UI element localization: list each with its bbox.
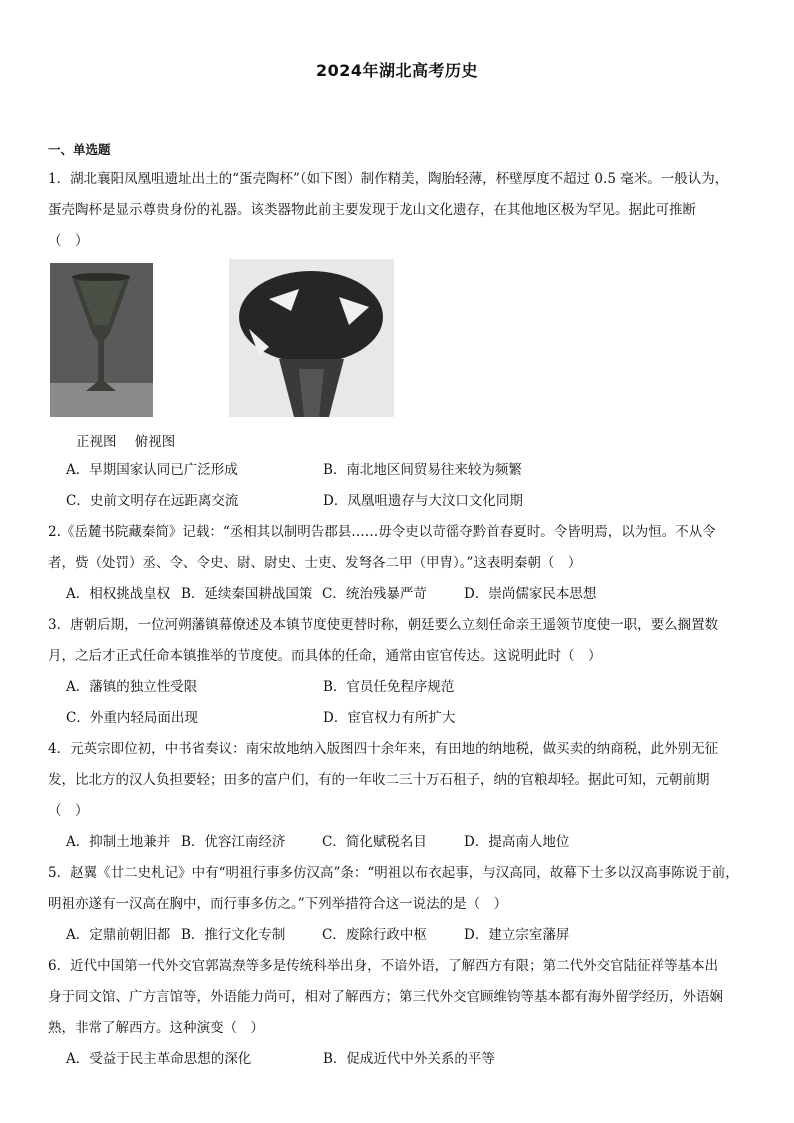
- question-6-line-1: 6．近代中国第一代外交官郭嵩焘等多是传统科举出身，不谙外语，了解西方有限；第二代外交官陆征祥等基本出: [48, 958, 719, 974]
- question-1-option-a: A．早期国家认同已广泛形成: [66, 462, 238, 478]
- question-4-line-3: （ ）: [48, 803, 89, 819]
- question-2-line-2: 者，赀（处罚）丞、令、令史、尉、尉史、士吏、发弩各二甲（甲胄）。”这表明秦朝（ ）: [48, 555, 582, 571]
- question-3-line-2: 月，之后才正式任命本镇推举的节度使。而具体的任命，通常由宦官传达。这说明此时（ ）: [48, 648, 602, 664]
- question-5-line-2: 明祖亦遂有一汉高在胸中，而行事多仿之。”下列举措符合这一说法的是（ ）: [48, 896, 508, 912]
- question-1-option-b: B．南北地区间贸易往来较为频繁: [323, 462, 522, 478]
- question-4-option-b: B．优容江南经济: [181, 834, 286, 850]
- question-4-option-d: D．提高南人地位: [464, 834, 570, 850]
- question-3-option-d: D．宦官权力有所扩大: [323, 710, 456, 726]
- question-3-line-1: 3．唐朝后期，一位河朔藩镇幕僚述及本镇节度使更替时称，朝廷要么立刻任命亲王遥领节度使一职，要么搁置数: [48, 617, 719, 633]
- question-2-option-b: B．延续秦国耕战国策: [181, 586, 313, 602]
- question-4-line-1: 4．元英宗即位初，中书省奏议：南宋故地纳入版图四十余年来，有田地的纳地税，做买卖的纳商税，此外别无征: [48, 741, 719, 757]
- question-1-line-2: 蛋壳陶杯是显示尊贵身份的礼器。该类器物此前主要发现于龙山文化遗存，在其他地区极为罕见。据此可推断: [48, 202, 696, 218]
- section-heading: 一、单选题: [48, 142, 111, 157]
- question-2-line-1: 2.《岳麓书院藏秦简》记载：“丞相其以制明告郡县……毋令吏以苛徭夺黔首春夏时。令皆明焉，以为恒。不从令: [48, 524, 716, 540]
- top-view-photo: [229, 259, 394, 417]
- question-3-option-a: A．藩镇的独立性受限: [66, 679, 198, 695]
- question-6-line-2: 身于同文馆、广方言馆等，外语能力尚可，相对了解西方；第三代外交官顾维钧等基本都有海外留学经历，外语娴: [48, 989, 723, 1005]
- question-5-option-d: D．建立宗室藩屏: [464, 927, 570, 943]
- question-5-option-a: A．定鼎前朝旧都: [66, 927, 171, 943]
- question-4-line-2: 发，比北方的汉人负担要轻；田多的富户们，有的一年收二三十万石租子，纳的官粮却轻。据此可知，元朝前期: [48, 772, 710, 788]
- caption-top-view: 俯视图: [134, 434, 176, 450]
- question-1-option-d: D．凤凰咀遗存与大汶口文化同期: [323, 493, 523, 509]
- question-5-option-c: C．废除行政中枢: [322, 927, 427, 943]
- question-6-line-3: 熟，非常了解西方。这种演变（ ）: [48, 1020, 264, 1036]
- question-1-line-3: （ ）: [48, 233, 89, 249]
- question-2-option-c: C．统治残暴严苛: [322, 586, 427, 602]
- question-6-option-b: B．促成近代中外关系的平等: [323, 1051, 495, 1067]
- page-title: 2024年湖北高考历史: [315, 61, 479, 80]
- question-3-option-b: B．官员任免程序规范: [323, 679, 455, 695]
- question-4-option-c: C．简化赋税名目: [322, 834, 427, 850]
- question-1-line-1: 1．湖北襄阳凤凰咀遗址出土的“蛋壳陶杯”（如下图）制作精美，陶胎轻薄，杯壁厚度不超过 0.5 毫米。一般认为，: [48, 171, 729, 187]
- question-3-option-c: C．外重内轻局面出现: [66, 710, 198, 726]
- question-2-option-a: A．相权挑战皇权: [66, 586, 171, 602]
- question-2-option-d: D．崇尚儒家民本思想: [464, 586, 597, 602]
- front-view-photo: [50, 263, 153, 417]
- question-4-option-a: A．抑制土地兼并: [66, 834, 171, 850]
- question-1-option-c: C．史前文明存在远距离交流: [66, 493, 239, 509]
- question-5-option-b: B．推行文化专制: [181, 927, 286, 943]
- figure-caption: [76, 430, 189, 450]
- question-5-line-1: 5．赵翼《廿二史札记》中有“明祖行事多仿汉高”条：“明祖以布衣起事，与汉高同，故幕下士多以汉高事陈说于前，: [48, 865, 739, 881]
- question-6-option-a: A．受益于民主革命思想的深化: [66, 1051, 252, 1067]
- caption-front-view: 正视图: [76, 434, 117, 450]
